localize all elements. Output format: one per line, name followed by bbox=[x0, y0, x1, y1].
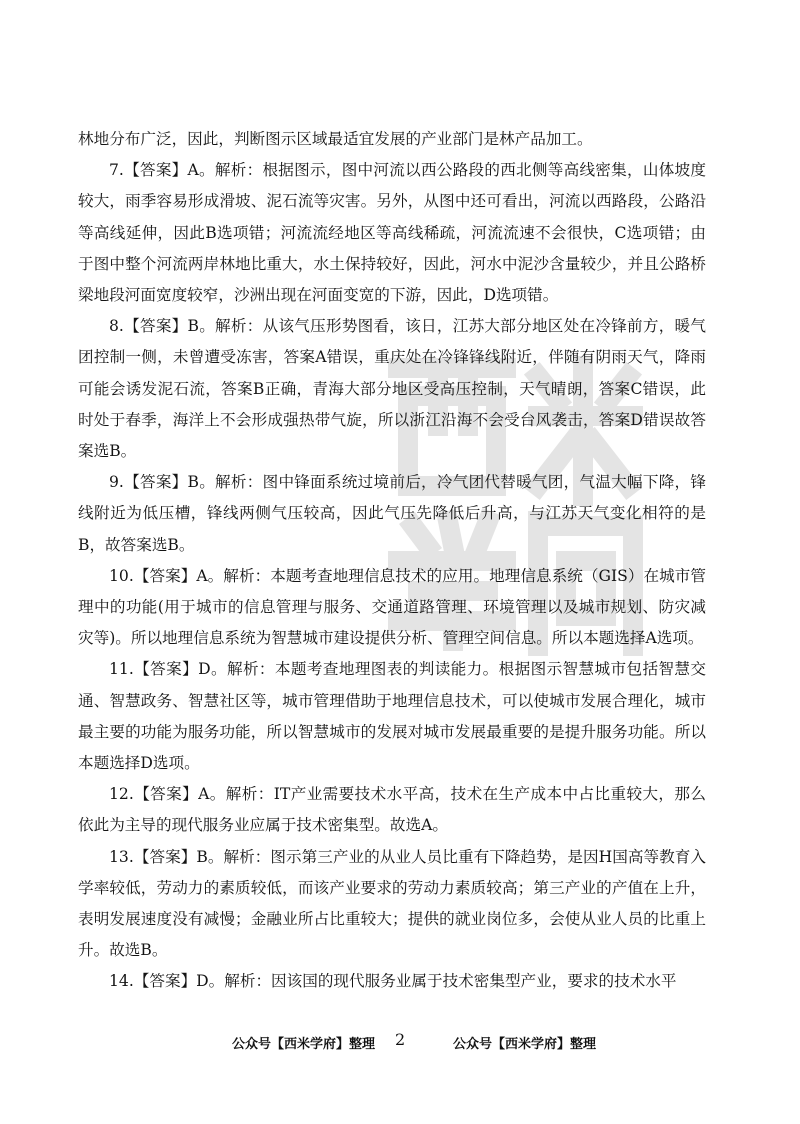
page-footer bbox=[0, 1027, 800, 1057]
paragraph-continued: 林地分布广泛，因此，判断图示区域最适宜发展的产业部门是林产品加工。 bbox=[78, 130, 593, 148]
answer-10: 10.【答案】A。解析：本题考查地理信息技术的应用。地理信息系统（GIS）在城市管理中的功能(用于城市的信息管理与服务、交通道路管理、环境管理以及城市规划、防灾减灾等)。所以地理信息系统为智慧城市建设提供分析、管理空间信息。所以本题选择A选项。 bbox=[78, 566, 706, 648]
page-number: 2 bbox=[395, 1030, 406, 1049]
answer-11: 11.【答案】D。解析：本题考查地理图表的判读能力。根据图示智慧城市包括智慧交通、智慧政务、智慧社区等，城市管理借助于地理信息技术，可以使城市发展合理化，城市最主要的功能为服务功能，所以智慧城市的发展对城市发展最重要的是提升服务功能。所以本题选择D选项。 bbox=[78, 660, 706, 773]
footer-credit-right: 公众号【西米学府】整理 bbox=[453, 1037, 597, 1052]
footer-credit-left: 公众号【西米学府】整理 bbox=[232, 1037, 376, 1052]
answer-explanations bbox=[78, 124, 706, 998]
answer-12: 12.【答案】A。解析：IT产业需要技术水平高，技术在生产成本中占比重较大，那么依此为主导的现代服务业应属于技术密集型。故选A。 bbox=[78, 785, 706, 835]
answer-7: 7.【答案】A。解析：根据图示，图中河流以西公路段的西北侧等高线密集，山体坡度较大，雨季容易形成滑坡、泥石流等灾害。另外，从图中还可看出，河流以西路段，公路沿等高线延伸，因此B选项错；河流流经地区等高线稀疏，河流流速不会很快，C选项错；由于图中整个河流两岸林地比重大，水土保持较好，因此，河水中泥沙含量较少，并且公路桥梁地段河面宽度较窄，沙洲出现在河面变宽的下游，因此，D选项错。 bbox=[78, 161, 706, 305]
answer-8: 8.【答案】B。解析：从该气压形势图看，该日，江苏大部分地区处在冷锋前方，暖气团控制一侧，未曾遭受冻害，答案A错误，重庆处在冷锋锋线附近，伴随有阴雨天气，降雨可能会诱发泥石流，答案B正确，青海大部分地区受高压控制，天气晴朗，答案C错误，此时处于春季，海洋上不会形成强热带气旋，所以浙江沿海不会受台风袭击，答案D错误故答案选B。 bbox=[78, 317, 706, 461]
answer-14: 14.【答案】D。解析：因该国的现代服务业属于技术密集型产业，要求的技术水平 bbox=[109, 972, 677, 991]
answer-13: 13.【答案】B。解析：图示第三产业的从业人员比重有下降趋势，是因H国高等教育入学率较低，劳动力的素质较低，而该产业要求的劳动力素质较高；第三产业的产值在上升，表明发展速度没有减慢；金融业所占比重较大；提供的就业岗位多，会使从业人员的比重上升。故选B。 bbox=[78, 847, 706, 960]
answer-9: 9.【答案】B。解析：图中锋面系统过境前后，冷气团代替暖气团，气温大幅下降，锋线附近为低压槽，锋线两侧气压较高，因此气压先降低后升高，与江苏天气变化相符的是B，故答案选B。 bbox=[78, 473, 706, 554]
